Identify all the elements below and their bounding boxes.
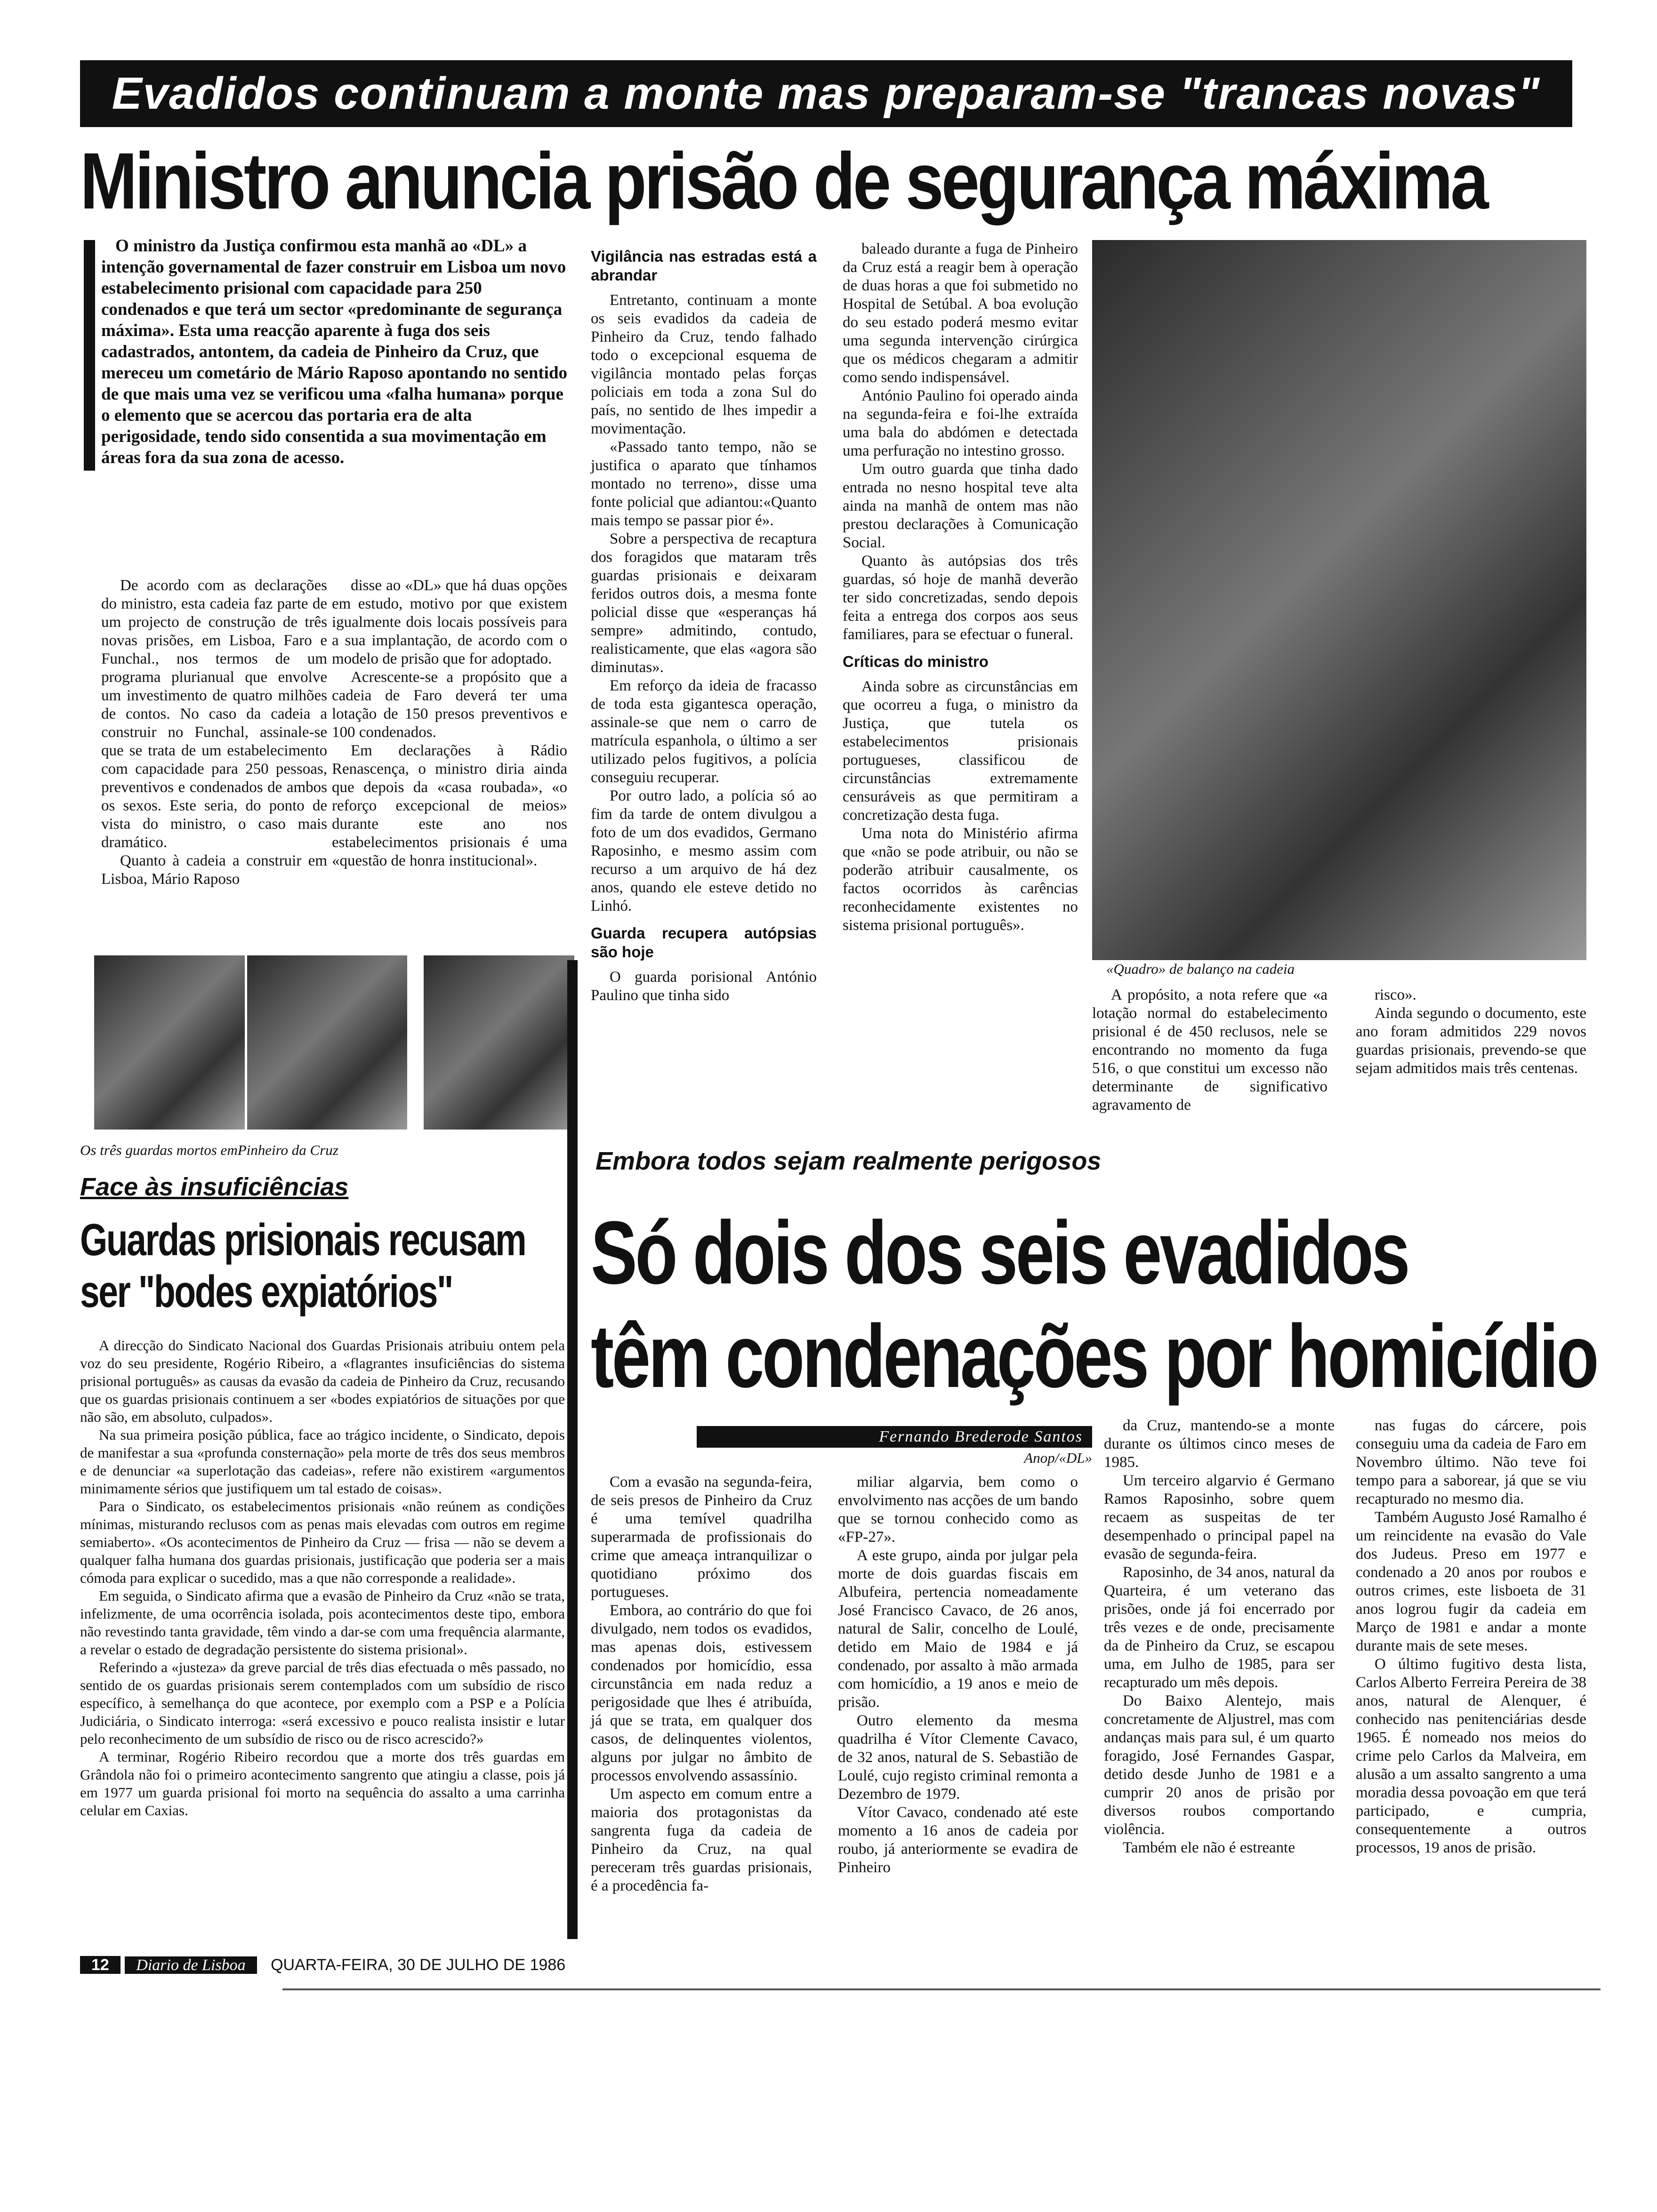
- paragraph: «Passado tanto tempo, não se justifica o aparato que tínhamos montado no terreno», disse uma fonte policial que adiantou:«Quanto mais tempo se passar pior é».: [591, 439, 817, 529]
- kicker-text: Evadidos continuam a monte mas preparam-se "trancas novas": [112, 68, 1541, 119]
- column-rule: [567, 960, 578, 1939]
- paragraph: O guarda porisional António Paulino que tinha sido: [591, 969, 817, 1004]
- paragraph: Um aspecto em comum entre a maioria dos protagonistas da sangrenta fuga da cadeia de Pinheiro da Cruz, na qual pereceram três guardas prisionais, é a procedência fa-: [591, 1786, 812, 1894]
- footer: [80, 1953, 739, 1977]
- paragraph: Uma nota do Ministério afirma que «não se pode atribuir, ou não se poderão atribuir causalmente, os factos ocorridos às carências reconhecidamente existentes no sistema prisional português».: [843, 825, 1078, 934]
- paragraph: Também Augusto José Ramalho é um reincidente na evasão do Vale dos Judeus. Preso em 1977 e condenado a 20 anos por roubos e outros crimes, este lisboeta de 31 anos logrou fugir da cadeia em Março de 1981 e andar a monte durante mais de sete meses.: [1356, 1509, 1586, 1654]
- guards-caption: Os três guardas mortos emPinheiro da Cruz: [80, 1142, 338, 1158]
- right-col-2: [838, 1473, 1078, 1877]
- paragraph: Do Baixo Alentejo, mais concretamente de Aljustrel, mas com andanças mais para sul, é um quarto foragido, José Fernandes Gaspar, detido desde Junho de 1981 e a cumprir 20 anos de prisão por diversos roubos comportando violência.: [1104, 1692, 1335, 1838]
- col4-subhead: Críticas do ministro: [843, 653, 989, 670]
- paragraph: Um terceiro algarvio é Germano Ramos Raposinho, sobre quem recaem as suspeitas de ter desempenhado o principal papel na evasão de segunda-feira.: [1104, 1472, 1335, 1563]
- photo-board-caption: «Quadro» de balanço na cadeia: [1106, 961, 1295, 977]
- paragraph: risco».: [1375, 986, 1416, 1003]
- article-col-6: [1356, 986, 1586, 1078]
- col4-body: [843, 240, 1078, 644]
- paragraph: António Paulino foi operado ainda na segunda-feira e foi-lhe extraída uma bala do abdómen e detectada uma perfuração no intestino grosso.: [843, 387, 1078, 459]
- guard-photo-2: [247, 955, 407, 1130]
- paragraph: nas fugas do cárcere, pois conseguiu uma da cadeia de Faro em Novembro último. Não teve foi tempo para a saborear, já que se viu recapturado no mesmo dia.: [1356, 1417, 1586, 1507]
- paragraph: Embora, ao contrário do que foi divulgado, nem todos os evadidos, mas apenas dois, estivessem condenados por homicídio, essa circunstância em nada reduz a perigosidade que lhes é atribuída, já que se trata, em qualquer dos casos, de delinquentes violentos, alguns por julgar no âmbito de processos envolvendo assassínio.: [591, 1602, 812, 1784]
- paragraph: Referindo a «justeza» da greve parcial de três dias efectuada o mês passado, no sentido de os guardas prisionais serem contemplados com um subsídio de risco específico, à semelhança do que acontece, por exemplo com a PSP e a Polícia Judiciária, o Sindicato interroga: «será excessivo e pouco realista insistir e lutar pelo reconhecimento de um subsídio de risco ou de risco acrescido?»: [80, 1659, 565, 1747]
- guard-photo-1: [94, 955, 245, 1130]
- left-headline-line-2: ser "bodes expiatórios": [80, 1266, 453, 1317]
- footer-rule: [282, 1988, 1601, 1990]
- paragraph: Na sua primeira posição pública, face ao trágico incidente, o Sindicato, depois de manifestar a sua «profunda consternação» pela morte de três dos seus membros e de denunciar «a superlotação das cadeias», refere não existirem «argumentos minimamente sérios que justifiquem um tal estado de coisas».: [80, 1427, 565, 1497]
- paragraph: A este grupo, ainda por julgar pela morte de dois guardas fiscais em Albufeira, pertencia nomeadamente José Francisco Cavaco, de 26 anos, natural de Salir, concelho de Loulé, detido em Maio de 1984 e já condenado, por assalto à mão armada com homicídio, a 19 anos e meio de prisão.: [838, 1547, 1078, 1711]
- left-kicker: Face às insuficiências: [80, 1173, 349, 1201]
- guard-photo-3: [424, 955, 574, 1130]
- paragraph: Em seguida, o Sindicato afirma que a evasão de Pinheiro da Cruz «não se trata, infelizmente, de uma ocorrência isolada, pois acontecimentos deste tipo, embora não revestindo tanta gravidade, têm vindo a dar-se com uma frequência alarmante, a revelar o estado de degradação persistente do sistema prisional».: [80, 1587, 565, 1658]
- right-headline-line-2: têm condenações por homicídio: [591, 1306, 1597, 1406]
- byline: Fernando Brederode Santos: [697, 1426, 1092, 1448]
- paragraph: Para o Sindicato, os estabelecimentos prisionais «não reúnem as condições mínimas, misturando reclusos com as penas mais elevadas com outros em regime semiaberto». «Os acontecimentos de Pinheiro da Cruz — frisa — não se devem a qualquer falha humana dos guardas prisionais, justificação que poderia ser a mais cómoda para explicar o sucedido, mas a que não corresponde a realidade».: [80, 1498, 565, 1586]
- col3b-body: [591, 968, 817, 1005]
- right-col-4: [1356, 1417, 1586, 1857]
- paragraph: Ainda segundo o documento, este ano foram admitidos 229 novos guardas prisionais, prevendo-se que sejam admitidos mais três centenas.: [1356, 1005, 1586, 1077]
- byline-agency: Anop/«DL»: [1024, 1450, 1092, 1466]
- paragraph: De acordo com as declarações do ministro, esta cadeia faz parte de um projecto de construção de três novas prisões, em Lisboa, Faro e Funchal., nos termos de um programa plurianual que envolve um investimento de quatro milhões de contos. No caso da cadeia a construir no Funchal, assinale-se que se trata de um estabelecimento com capacidade para 250 pessoas, preventivos e condenados de ambos os sexos. Este seria, do ponto de vista do ministro, o caso mais dramático.: [101, 577, 327, 851]
- paragraph: O último fugitivo desta lista, Carlos Alberto Ferreira Pereira de 38 anos, natural de Alenquer, é conhecido nas penitenciárias desde 1965. É nomeado nos meios do crime pelo Carlos da Malveira, em alusão a um assalto sangrento a uma moradia dessa povoação em que terá participado, e cumpria, consequentemente a outros processos, 19 anos de prisão.: [1356, 1656, 1586, 1856]
- left-headline-line-1: Guardas prisionais recusam: [80, 1215, 526, 1265]
- paragraph: Também ele não é estreante: [1123, 1839, 1295, 1856]
- paragraph: Quanto às autópsias dos três guardas, só hoje de manhã deverão ter sido concretizadas, sendo depois feita a entrega dos corpos aos seus familiares, para se efectuar o funeral.: [843, 553, 1078, 643]
- paragraph: Vítor Cavaco, condenado até este momento a 16 anos de cadeia por roubo, já anteriormente se evadira de Pinheiro: [838, 1804, 1078, 1876]
- paragraph: O ministro da Justiça confirmou esta manhã ao «DL» a intenção governamental de fazer construir em Lisboa um novo estabelecimento prisional com capacidade para 250 condenados e que terá um sector «predominante de segurança máxima». Esta uma reacção aparente à fuga dos seis cadastrados, antontem, da cadeia de Pinheiro da Cruz, que mereceu um cometário de Mário Raposo apontando no sentido de que mais uma vez se verificou uma «falha humana» porque o elemento que se acercou das portaria era de alta perigosidade, tendo sido consentida a sua movimentação em áreas fora da sua zona de acesso.: [101, 236, 568, 467]
- col3-subhead-2: Guarda recupera autópsias são hoje: [591, 924, 817, 961]
- lead-paragraph: [101, 235, 572, 468]
- article-col-2: [332, 577, 567, 870]
- right-kicker: Embora todos sejam realmente perigosos: [595, 1147, 1102, 1175]
- photo-board: [1092, 240, 1586, 960]
- col4b-body: [843, 678, 1078, 935]
- lead-bar: [84, 240, 95, 471]
- main-headline: Ministro anuncia prisão de segurança máxima: [80, 136, 1487, 226]
- article-col-5: [1092, 986, 1327, 1114]
- paragraph: baleado durante a fuga de Pinheiro da Cruz está a reagir bem à operação de duas horas a que foi submetido no Hospital de Setúbal. A boa evolução do seu estado poderá mesmo evitar uma segunda intervenção cirúrgica que os médicos chegaram a admitir como sendo indispensável.: [843, 240, 1078, 386]
- paragraph: Outro elemento da mesma quadrilha é Vítor Clemente Cavaco, de 32 anos, natural de S. Sebastião de Loulé, cujo registo criminal remonta a Dezembro de 1979.: [838, 1712, 1078, 1803]
- kicker-bar: [80, 60, 1572, 127]
- paragraph: Um outro guarda que tinha dado entrada no nesno hospital teve alta ainda na manhã de ontem mas não prestou declarações à Comunicação Social.: [843, 461, 1078, 551]
- footer-date: QUARTA-FEIRA, 30 DE JULHO DE 1986: [271, 1956, 566, 1974]
- right-col-3: [1104, 1417, 1335, 1857]
- paragraph: A terminar, Rogério Ribeiro recordou que a morte dos três guardas em Grândola não foi o primeiro acontecimento sangrento que atingiu a classe, pois já em 1977 um guarda prisional foi morto na sequência do assalto a uma carrinha celular em Caxias.: [80, 1748, 565, 1819]
- left-article: [80, 1337, 565, 1819]
- article-col-1: [101, 577, 327, 889]
- paragraph: Em declarações à Rádio Renascença, o ministro diria ainda que depois da «casa roubada», «o reforço excepcional de meios» durante este ano nos estabelecimentos prisionais é uma «questão de honra institucional».: [332, 742, 567, 869]
- paragraph: disse ao «DL» que há duas opções em estudo, motivo por que existem igualmente dois locais possíveis para a sua implantação, de acordo com o modelo de prisão que for adoptado.: [332, 577, 567, 667]
- paragraph: Em reforço da ideia de fracasso de toda esta gigantesca operação, assinale-se que nem o carro de matrícula espanhola, o último a ser utilizado pelos fugitivos, a polícia conseguiu recuperar.: [591, 677, 817, 786]
- paragraph: Por outro lado, a polícia só ao fim da tarde de ontem divulgou a foto de um dos evadidos, Germano Raposinho, e mesmo assim com recurso a um arquivo de há dez anos, quando ele esteve detido no Linhó.: [591, 787, 817, 914]
- col3-subhead: Vigilância nas estradas está a abrandar: [591, 248, 817, 284]
- article-col-3: [591, 247, 817, 1005]
- page-number: 12: [80, 1956, 121, 1974]
- paragraph: da Cruz, mantendo-se a monte durante os últimos cinco meses de 1985.: [1104, 1417, 1335, 1471]
- article-col-4: [843, 240, 1078, 935]
- paragraph: Ainda sobre as circunstâncias em que ocorreu a fuga, o ministro da Justiça, que tutela os estabelecimentos prisionais portugueses, classificou de circunstâncias extremamente censuráveis as que permitiram a concretização desta fuga.: [843, 678, 1078, 824]
- paragraph: Quanto à cadeia a construir em Lisboa, Mário Raposo: [101, 852, 327, 888]
- paragraph: Sobre a perspectiva de recaptura dos foragidos que mataram três guardas prisionais e deixaram feridos outros dois, a mesma fonte policial disse que «esperanças há sempre» admitindo, contudo, realisticamente, que elas «agora são diminutas».: [591, 530, 817, 676]
- paragraph: A direcção do Sindicato Nacional dos Guardas Prisionais atribuiu ontem pela voz do seu presidente, Rogério Ribeiro, a «flagrantes insuficiências do sistema prisional português» as causas da evasão da cadeia de Pinheiro da Cruz, recusando que os guardas prisionais continuem a ser «bodes expiatórios de situações por que não são, em absoluto, culpados».: [80, 1337, 565, 1425]
- paragraph: Raposinho, de 34 anos, natural da Quarteira, é um veterano das prisões, onde já foi encerrado por três vezes e de onde, precisamente da de Pinheiro da Cruz, se escapou uma, em Julho de 1985, para ser recapturado um mês depois.: [1104, 1564, 1335, 1691]
- right-col-1: [591, 1473, 812, 1895]
- col3-body: [591, 291, 817, 915]
- paragraph: Com a evasão na segunda-feira, de seis presos de Pinheiro da Cruz é uma temível quadrilha superarmada de profissionais do crime que ameaça intranquilizar o quotidiano próximo dos portugueses.: [591, 1474, 812, 1601]
- paragraph: Entretanto, continuam a monte os seis evadidos da cadeia de Pinheiro da Cruz, tendo falhado todo o excepcional esquema de vigilância montado pelas forças policiais em toda a zona Sul do país, no sentido de lhes impedir a movimentação.: [591, 292, 817, 437]
- paper-name: Diario de Lisboa: [125, 1956, 257, 1974]
- right-headline-line-1: Só dois dos seis evadidos: [591, 1203, 1408, 1303]
- paragraph: Acrescente-se a propósito que a cadeia de Faro deverá ter uma lotação de 150 presos preventivos e 100 condenados.: [332, 669, 567, 741]
- paragraph: A propósito, a nota refere que «a lotação normal do estabelecimento prisional é de 450 reclusos, nele se encontrando no momento da fuga 516, o que constitui um excesso não determinante de significativo agravamento de: [1092, 986, 1327, 1114]
- paragraph: miliar algarvia, bem como o envolvimento nas acções de um bando que se tornou conhecido como as «FP-27».: [838, 1474, 1078, 1546]
